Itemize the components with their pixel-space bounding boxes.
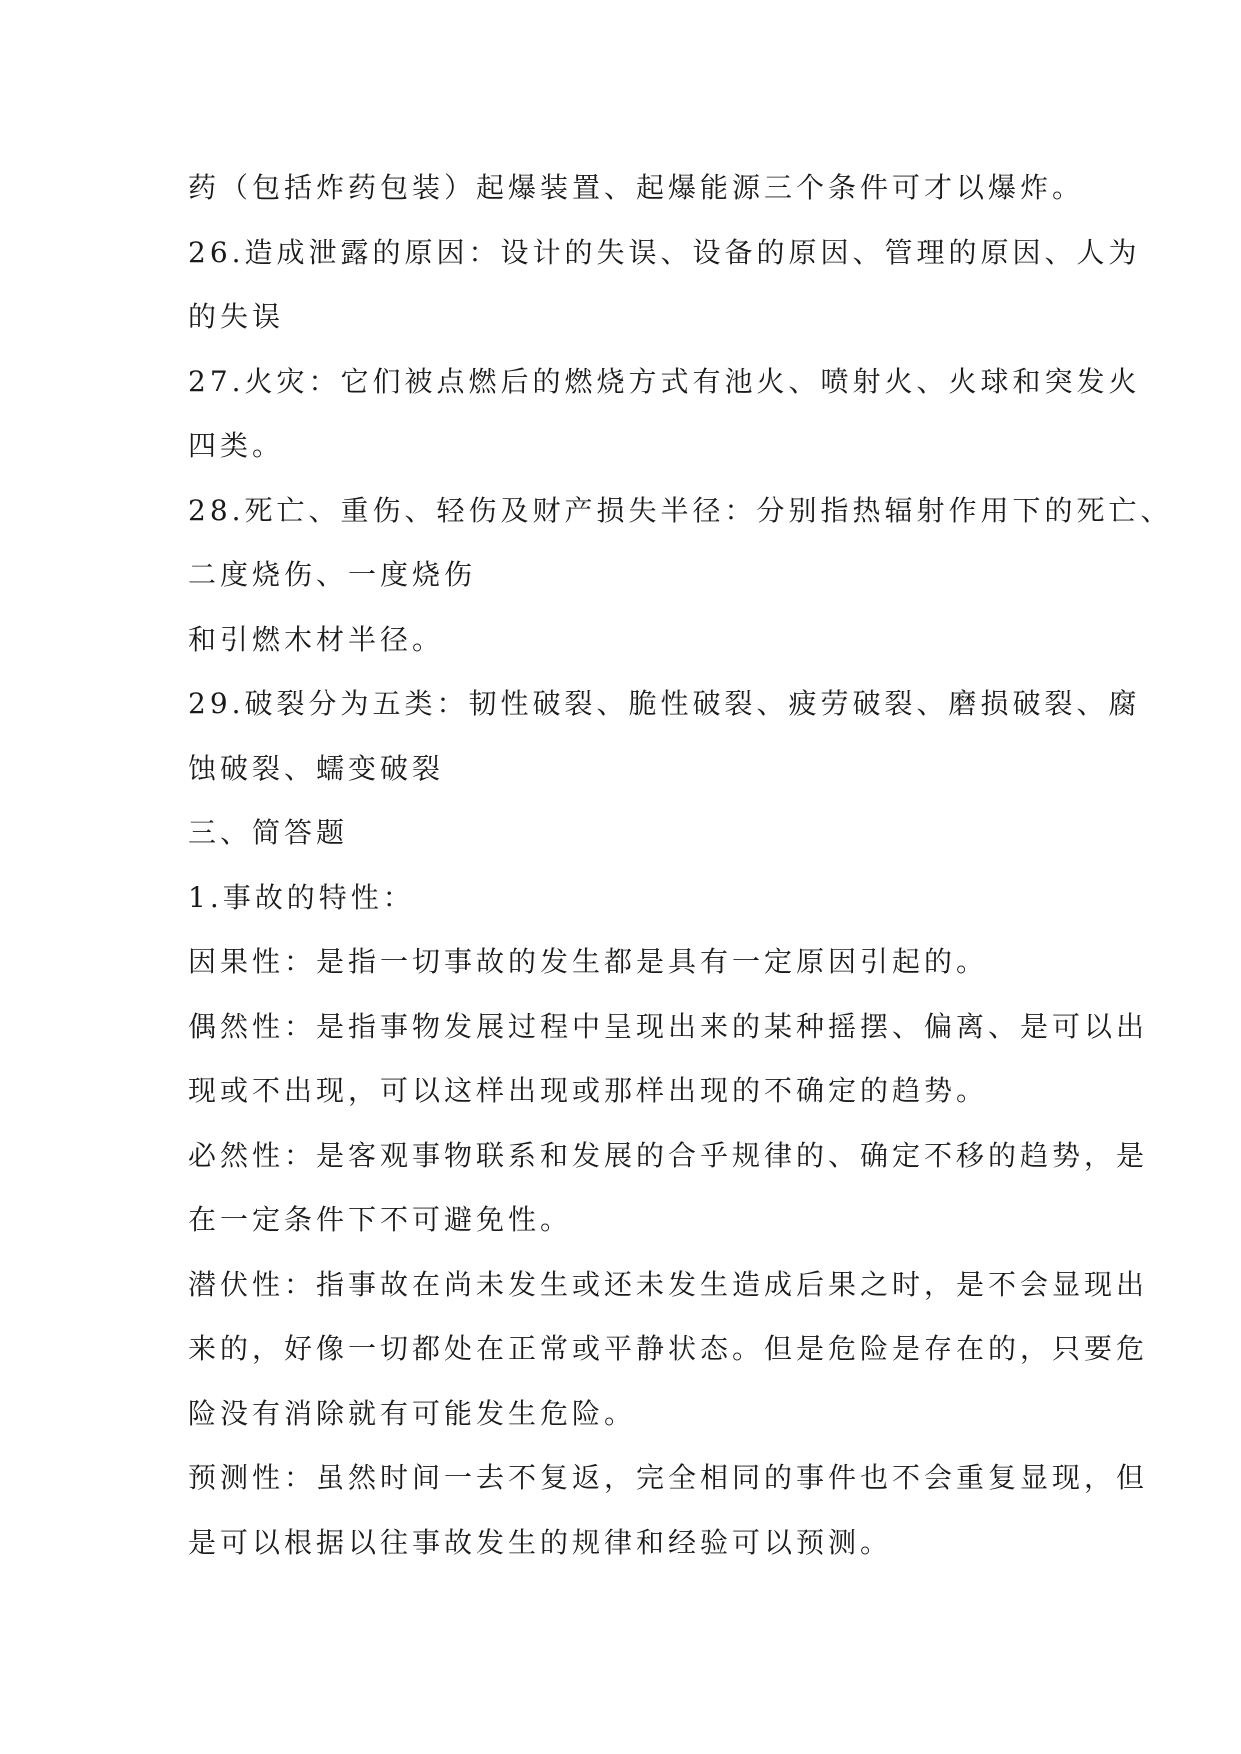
text-line: 必然性：是客观事物联系和发展的合乎规律的、确定不移的趋势，是 — [188, 1138, 1149, 1172]
text-line: 28.死亡、重伤、轻伤及财产损失半径：分别指热辐射作用下的死亡、 — [188, 493, 1173, 527]
text-line: 27.火灾：它们被点燃后的燃烧方式有池火、喷射火、火球和突发火 — [188, 364, 1141, 398]
text-line: 二度烧伤、一度烧伤 — [188, 558, 477, 591]
text-line: 四类。 — [188, 429, 285, 462]
text-line: 现或不出现，可以这样出现或那样出现的不确定的趋势。 — [188, 1074, 989, 1107]
text-line: 蚀破裂、蠕变破裂 — [188, 751, 445, 785]
section-heading: 三、简答题 — [188, 816, 349, 849]
text-line: 来的，好像一切都处在正常或平静状态。但是危险是存在的，只要危 — [188, 1332, 1149, 1365]
question-heading: 1.事故的特性： — [188, 880, 415, 914]
text-line: 偶然性：是指事物发展过程中呈现出来的某种摇摆、偏离、是可以出 — [188, 1009, 1149, 1043]
text-line: 药（包括炸药包装）起爆装置、起爆能源三个条件可才以爆炸。 — [188, 171, 1085, 204]
text-line: 潜伏性：指事故在尚未发生或还未发生造成后果之时，是不会显现出 — [188, 1267, 1149, 1301]
text-line: 在一定条件下不可避免性。 — [188, 1203, 573, 1236]
document-body — [188, 156, 1173, 1575]
text-line: 和引燃木材半径。 — [188, 622, 445, 656]
text-line: 预测性：虽然时间一去不复返，完全相同的事件也不会重复显现，但 — [188, 1461, 1149, 1494]
text-line: 的失误 — [188, 300, 285, 333]
text-line: 是可以根据以往事故发生的规律和经验可以预测。 — [188, 1525, 893, 1559]
text-line: 29.破裂分为五类：韧性破裂、脆性破裂、疲劳破裂、磨损破裂、腐 — [188, 687, 1141, 720]
text-line: 26.造成泄露的原因：设计的失误、设备的原因、管理的原因、人为 — [188, 235, 1141, 269]
text-line: 因果性：是指一切事故的发生都是具有一定原因引起的。 — [188, 945, 989, 978]
text-line: 险没有消除就有可能发生危险。 — [188, 1396, 637, 1430]
